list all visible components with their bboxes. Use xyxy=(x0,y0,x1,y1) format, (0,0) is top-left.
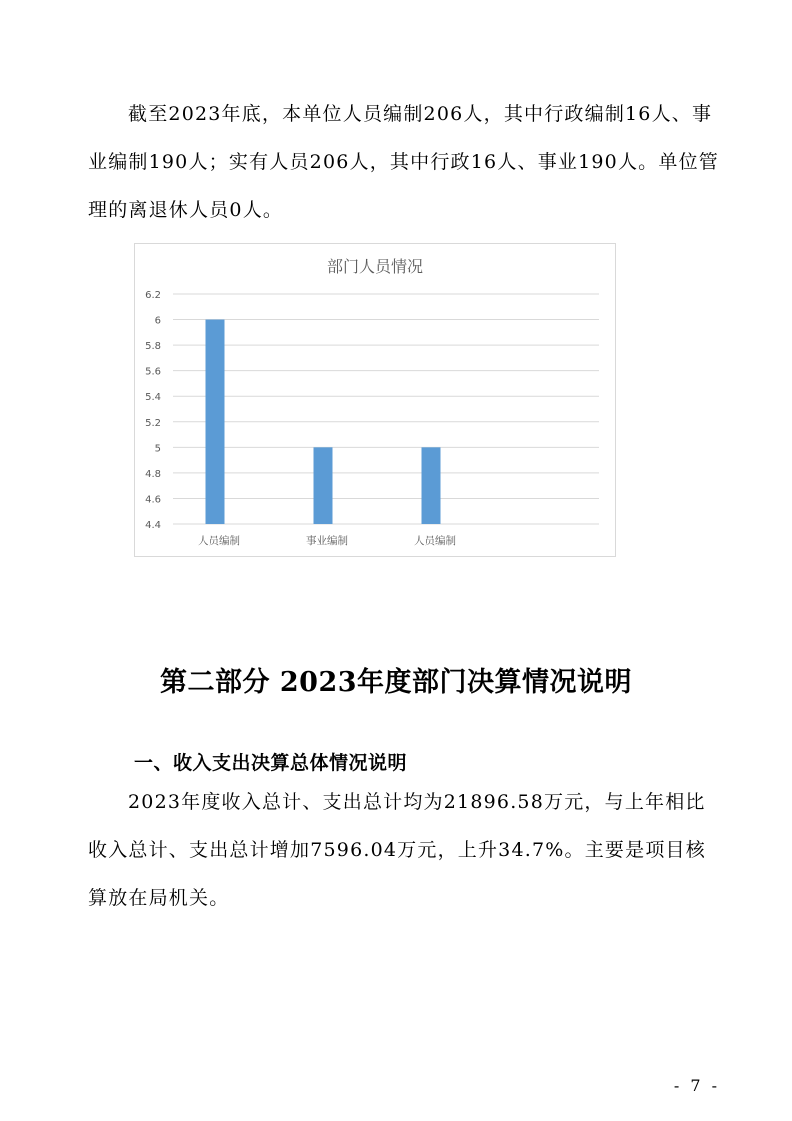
staff-chart xyxy=(134,243,616,557)
y-tick-label: 4.4 xyxy=(145,520,161,531)
y-tick-label: 5.4 xyxy=(145,392,161,404)
x-tick-label: 事业编制 xyxy=(306,535,348,547)
y-tick-label: 5 xyxy=(154,443,161,455)
chart-title: 部门人员情况 xyxy=(326,257,424,276)
x-tick-label: 人员编制 xyxy=(414,535,456,547)
y-tick-label: 6.2 xyxy=(145,290,161,301)
section-heading: 第二部分 2023年度部门决算情况说明 xyxy=(159,667,633,698)
y-tick-label: 5.6 xyxy=(145,366,161,378)
x-tick-label: 人员编制 xyxy=(198,535,240,547)
y-tick-label: 4.6 xyxy=(145,494,161,506)
intro-paragraph: 截至2023年底，本单位人员编制206人，其中行政编制16人、事业编制190人；实有人员206人，其中行政16人、事业190人。单位管理的离退休人员0人。 xyxy=(88,103,719,221)
y-tick-label: 5.8 xyxy=(145,341,161,353)
subsection-heading: 一、收入支出决算总体情况说明 xyxy=(134,752,408,774)
y-tick-label: 6 xyxy=(154,315,161,327)
chart-svg xyxy=(135,244,615,556)
bar xyxy=(206,320,225,524)
y-tick-label: 5.2 xyxy=(145,417,161,429)
body-paragraph: 2023年度收入总计、支出总计均为21896.58万元，与上年相比收入总计、支出总计增加7596.04万元，上升34.7%。主要是项目核算放在局机关。 xyxy=(88,791,706,909)
y-tick-label: 4.8 xyxy=(145,468,161,480)
bar xyxy=(422,447,441,524)
page-number: - 7 - xyxy=(673,1076,720,1095)
bar xyxy=(314,447,333,524)
